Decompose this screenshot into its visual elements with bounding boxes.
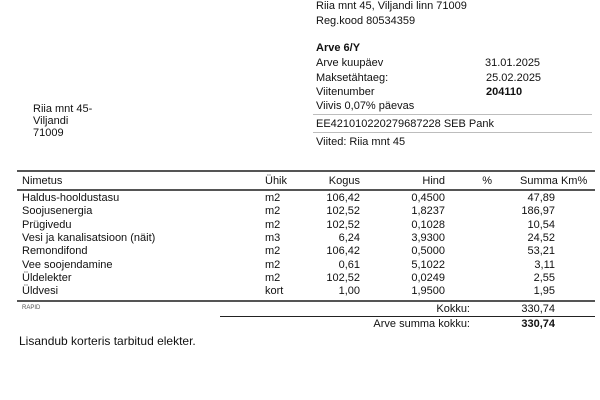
item-sum: 47,89 bbox=[527, 192, 555, 204]
item-unit: m2 bbox=[265, 258, 281, 271]
item-qty: 6,24 bbox=[338, 231, 360, 244]
item-unit: m2 bbox=[265, 245, 281, 258]
item-unit: m2 bbox=[265, 218, 281, 231]
item-price: 0,4500 bbox=[411, 192, 445, 204]
item-price: 1,9500 bbox=[411, 285, 445, 298]
item-qty: 106,42 bbox=[326, 192, 360, 204]
table-row bbox=[0, 272, 600, 285]
item-qty: 102,52 bbox=[326, 218, 360, 231]
item-price: 3,9300 bbox=[411, 231, 445, 244]
total-label: Kokku: bbox=[436, 303, 470, 315]
invoice-note: Lisandub korteris tarbitud elekter. bbox=[19, 334, 196, 348]
item-unit: m2 bbox=[265, 271, 281, 284]
table-header bbox=[0, 175, 600, 188]
item-qty: 1,00 bbox=[338, 285, 360, 298]
item-sum: 53,21 bbox=[527, 245, 555, 258]
recipient-address-line2: Viljandi bbox=[33, 115, 69, 127]
recipient-address-line3: 71009 bbox=[33, 127, 64, 139]
table-header-border bbox=[17, 189, 595, 191]
item-price: 0,5000 bbox=[411, 245, 445, 258]
reference-number-label: Viitenumber bbox=[316, 86, 375, 98]
header-unit: Ühik bbox=[265, 175, 288, 187]
item-unit: m3 bbox=[265, 231, 281, 244]
item-price: 5,1022 bbox=[411, 258, 445, 271]
item-name: Vee soojendamine bbox=[22, 258, 113, 271]
total-border bbox=[220, 316, 595, 317]
issuer-reg-code: Reg.kood 80534359 bbox=[316, 15, 416, 27]
due-date-label: Maksetähtaeg: bbox=[316, 72, 389, 84]
item-sum: 186,97 bbox=[521, 205, 555, 218]
header-pct: % bbox=[482, 175, 492, 187]
item-sum: 2,55 bbox=[533, 271, 555, 284]
issuer-address: Riia mnt 45, Viljandi linn 71009 bbox=[316, 0, 467, 12]
table-row bbox=[0, 259, 600, 272]
header-sum: Summa Km% bbox=[520, 175, 588, 187]
item-qty: 102,52 bbox=[326, 271, 360, 284]
penalty-rate: Viivis 0,07% päevas bbox=[316, 100, 415, 112]
item-name: Prügivedu bbox=[22, 218, 72, 231]
item-qty: 102,52 bbox=[326, 205, 360, 218]
item-sum: 10,54 bbox=[527, 218, 555, 231]
invoice-title: Arve 6/Y bbox=[316, 42, 361, 54]
divider bbox=[313, 114, 592, 115]
divider bbox=[313, 132, 592, 133]
invoice-date-label: Arve kuupäev bbox=[316, 57, 384, 69]
recipient-address-line1: Riia mnt 45- bbox=[33, 103, 93, 115]
item-name: Haldus-hooldustasu bbox=[22, 192, 120, 204]
grand-total-value: 330,74 bbox=[521, 318, 555, 330]
total-value: 330,74 bbox=[521, 303, 555, 315]
bank-account: EE421010220279687228 SEB Pank bbox=[316, 118, 494, 130]
item-name: Üldvesi bbox=[22, 285, 59, 298]
item-qty: 0,61 bbox=[338, 258, 360, 271]
table-row bbox=[0, 285, 600, 298]
item-name: Vesi ja kanalisatsioon (näit) bbox=[22, 231, 156, 244]
item-sum: 24,52 bbox=[527, 231, 555, 244]
item-unit: kort bbox=[265, 285, 284, 298]
table-row bbox=[0, 245, 600, 258]
item-price: 0,1028 bbox=[411, 218, 445, 231]
invoice-references: Viited: Riia mnt 45 bbox=[316, 136, 406, 148]
invoice-date-value: 31.01.2025 bbox=[485, 57, 541, 69]
item-unit: m2 bbox=[265, 205, 281, 218]
due-date-value: 25.02.2025 bbox=[486, 72, 542, 84]
item-qty: 106,42 bbox=[326, 245, 360, 258]
table-row bbox=[0, 192, 600, 205]
table-top-border bbox=[17, 170, 595, 172]
table-row bbox=[0, 205, 600, 218]
footer-tag: RAPID bbox=[22, 305, 41, 311]
reference-number-value: 204110 bbox=[486, 86, 523, 98]
item-sum: 1,95 bbox=[533, 285, 555, 298]
header-price: Hind bbox=[422, 175, 445, 187]
item-unit: m2 bbox=[265, 192, 281, 204]
table-row bbox=[0, 219, 600, 232]
item-name: Üldelekter bbox=[22, 271, 72, 284]
grand-total-label: Arve summa kokku: bbox=[373, 318, 470, 330]
item-price: 1,8237 bbox=[411, 205, 445, 218]
header-name: Nimetus bbox=[22, 175, 63, 187]
item-price: 0,0249 bbox=[411, 271, 445, 284]
table-bottom-border bbox=[17, 300, 595, 302]
item-name: Remondifond bbox=[22, 245, 88, 258]
table-row bbox=[0, 232, 600, 245]
item-sum: 3,11 bbox=[534, 258, 555, 271]
header-qty: Kogus bbox=[328, 175, 360, 187]
item-name: Soojusenergia bbox=[22, 205, 93, 218]
